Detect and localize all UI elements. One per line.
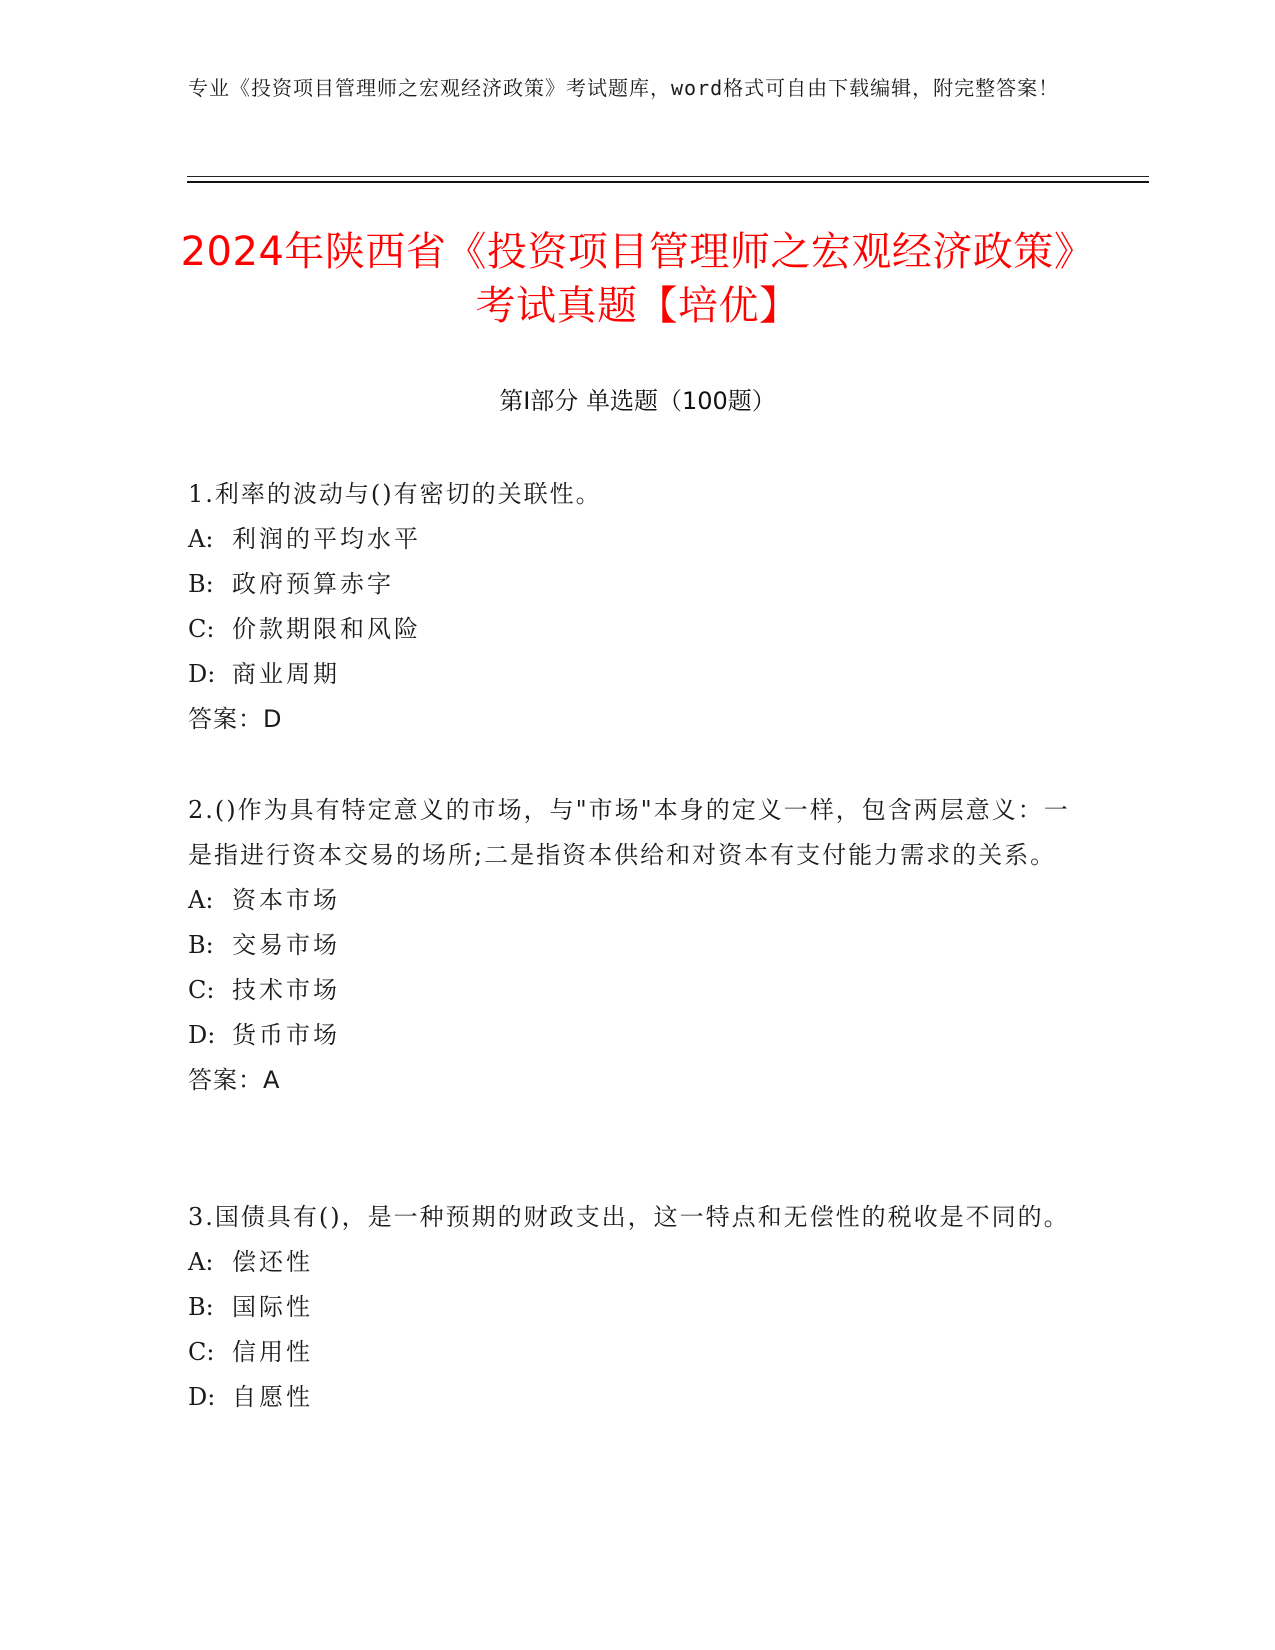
option-c [188,607,1088,652]
option-a [188,878,1088,923]
option-a [188,517,1088,562]
option-text: 货币市场 [232,1021,340,1049]
option-b [188,923,1088,968]
option-text: 国际性 [232,1293,313,1321]
option-text: 自愿性 [232,1383,313,1411]
option-text: 价款期限和风险 [232,615,421,643]
answer-line: 答案：A [188,1066,281,1094]
option-text: 信用性 [232,1338,313,1366]
header-divider-thick [187,181,1149,183]
question-3 [188,1195,1088,1420]
option-b [188,562,1088,607]
header-divider-thin [187,176,1149,177]
option-letter: A: [188,525,214,553]
question-2 [188,788,1088,1103]
document-title: 2024年陕西省《投资项目管理师之宏观经济政策》考试真题【培优】 [180,229,1095,329]
option-text: 交易市场 [232,931,340,959]
option-letter: D: [188,660,216,688]
option-text: 资本市场 [232,886,340,914]
header-note: 专业《投资项目管理师之宏观经济政策》考试题库，word格式可自由下载编辑，附完整答案！ [188,76,1060,100]
option-letter: C: [188,615,215,643]
option-d [188,1013,1088,1058]
option-d [188,652,1088,697]
question-stem: 3.国债具有()，是一种预期的财政支出，这一特点和无偿性的税收是不同的。 [188,1203,1070,1231]
option-c [188,968,1088,1013]
option-c [188,1330,1088,1375]
option-b [188,1285,1088,1330]
option-letter: C: [188,976,215,1004]
option-text: 商业周期 [232,660,340,688]
option-text: 利润的平均水平 [232,525,421,553]
option-letter: D: [188,1021,216,1049]
option-letter: B: [188,931,214,959]
question-stem: 1.利率的波动与()有密切的关联性。 [188,480,602,508]
option-letter: D: [188,1383,216,1411]
option-letter: A: [188,886,214,914]
option-letter: C: [188,1338,215,1366]
question-1 [188,472,1088,742]
answer-line: 答案：D [188,705,283,733]
option-text: 偿还性 [232,1248,313,1276]
option-a [188,1240,1088,1285]
option-letter: B: [188,1293,214,1321]
option-d [188,1375,1088,1420]
section-heading: 第I部分 单选题（100题） [499,387,776,415]
option-letter: B: [188,570,214,598]
option-text: 政府预算赤字 [232,570,394,598]
option-letter: A: [188,1248,214,1276]
question-stem: 2.()作为具有特定意义的市场，与"市场"本身的定义一样，包含两层意义：一是指进行资本交易的场所;二是指资本供给和对资本有支付能力需求的关系。 [188,796,1070,869]
option-text: 技术市场 [232,976,340,1004]
